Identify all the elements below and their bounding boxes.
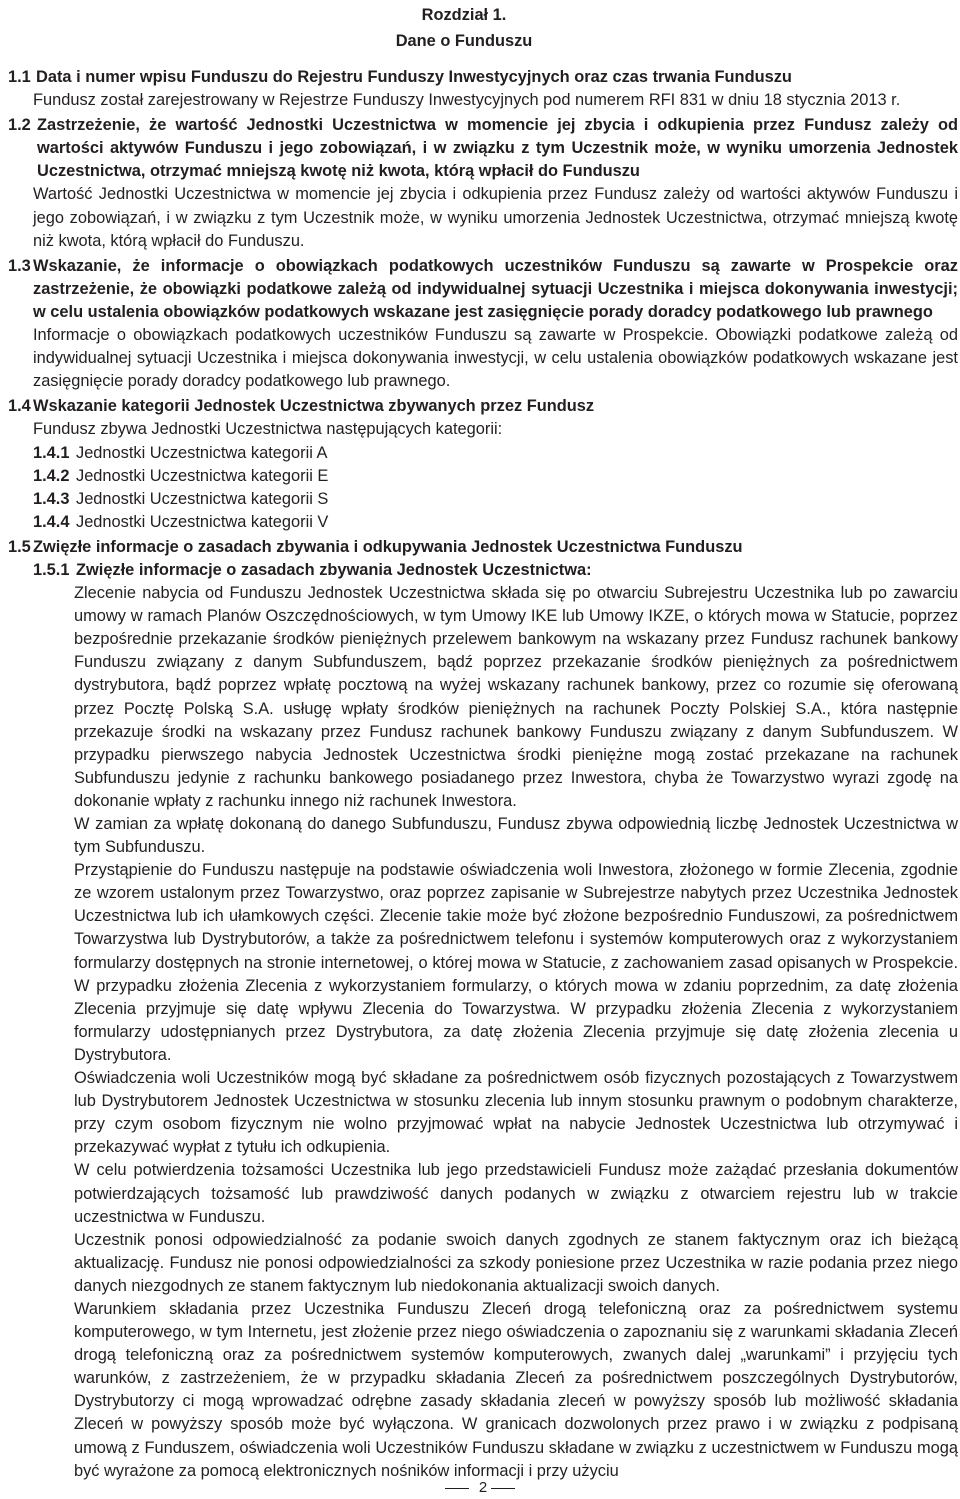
paragraph: Warunkiem składania przez Uczestnika Funduszu Zleceń drogą telefoniczną oraz za pośrednictwem systemu komputerowego, w tym Internetu, jest złożenie przez niego oświadczenia o zapoznaniu się z warunkami składania Zleceń drogą telefoniczną oraz za pośrednictwem systemów komputerowych, zwanych dalej „warunkami” i przyjęciu tych warunków, z zastrzeżeniem, że w przypadku składania Zleceń za pośrednictwem poszczególnych Dystrybutorów, Dystrybutorzy ci mogą wprowadzać odrębne zasady składania zleceń w powyższy sposób lub możliwość składania Zleceń w powyższy sposób może być wyłączona. W granicach dozwolonych przez prawo i w związku z podpisaną umową z Funduszem, oświadczenia woli Uczestników Funduszu składane w związku z uczestnictwem w Funduszu mogą być wyrażone za pomocą elektronicznych nośników informacji i przy użyciu xyxy=(74,1299,958,1480)
section-title: Zastrzeżenie, że wartość Jednostki Uczestnictwa w momencie jej zbycia i odkupienia przez Fundusz zależy od wartości aktywów Funduszu i jego zobowiązań, i w związku z tym Uczestnik może, w wyniku umorzenia Jednostek Uczestnictwa, otrzymać mniejszą kwotę niż kwota, którą wpłacił do Funduszu xyxy=(37,116,958,181)
section-1-5 xyxy=(8,536,958,1483)
list-item xyxy=(8,511,958,534)
section-heading xyxy=(8,66,958,89)
list-item xyxy=(8,488,958,511)
section-number: 1.4 xyxy=(8,397,31,416)
item-text: Jednostki Uczestnictwa kategorii A xyxy=(76,443,328,462)
section-number: 1.2 xyxy=(8,116,31,135)
page-number: 2 xyxy=(478,1479,488,1496)
paragraph: Przystąpienie do Funduszu następuje na podstawie oświadczenia woli Inwestora, złożonego w formie Zlecenia, zgodnie ze wzorem ustalonym przez Towarzystwo, oraz poprzez zapisanie w Subrejestrze nabytych przez Uczestnika Jednostek Uczestnictwa lub ich ułamkowych części. Zlecenie takie może być złożone bezpośrednio Funduszowi, za pośrednictwem Towarzystwa lub Dystrybutorów, a także za pośrednictwem telefonu i systemów komputerowych oraz z wykorzystaniem formularzy dostępnych na stronie internetowej, o której mowa w Statucie, z zachowaniem zasad opisanych w Prospekcie. W przypadku złożenia Zlecenia z wykorzystaniem formularzy, o których mowa w zdaniu poprzednim, za datę złożenia Zlecenia przyjmuje się datę wpływu Zlecenia do Towarzystwa. W przypadku złożenia Zlecenia z wykorzystaniem formularzy udostępnianych przez Dystrybutora, za datę złożenia Zlecenia przyjmuje się datę złożenia zlecenia u Dystrybutora. xyxy=(74,861,958,1064)
section-1-3 xyxy=(8,255,958,394)
section-intro: Fundusz zbywa Jednostki Uczestnictwa następujących kategorii: xyxy=(33,420,503,439)
chapter-number: Rozdział 1. xyxy=(421,6,507,24)
section-heading xyxy=(8,395,958,418)
chapter-heading xyxy=(0,4,958,52)
footer-dash xyxy=(445,1488,469,1489)
item-number: 1.4.1 xyxy=(33,443,70,462)
section-title: Wskazanie, że informacje o obowiązkach podatkowych uczestników Funduszu są zawarte w Prospekcie oraz zastrzeżenie, że obowiązki podatkowe zależą od indywidualnej sytuacji Uczestnika i miejsca dokonywania inwestycji; w celu ustalenia obowiązków podatkowych wskazane jest zasięgnięcie porady doradcy podatkowego lub prawnego xyxy=(33,256,958,321)
section-1-4 xyxy=(8,395,958,534)
section-title: Wskazanie kategorii Jednostek Uczestnictwa zbywanych przez Fundusz xyxy=(33,397,595,416)
section-1-1 xyxy=(8,66,958,112)
page-footer xyxy=(0,1476,960,1499)
chapter-title: Dane o Funduszu xyxy=(395,32,533,50)
item-number: 1.4.2 xyxy=(33,466,70,485)
list-item xyxy=(8,465,958,488)
section-heading xyxy=(8,255,958,324)
footer-dash xyxy=(491,1488,515,1489)
section-title: Data i numer wpisu Funduszu do Rejestru Funduszy Inwestycyjnych oraz czas trwania Funduszu xyxy=(36,68,792,86)
paragraph: W zamian za wpłatę dokonaną do danego Subfunduszu, Fundusz zbywa odpowiednią liczbę Jednostek Uczestnictwa w tym Subfunduszu. xyxy=(74,815,958,857)
document-page xyxy=(8,4,958,1483)
section-number: 1.5 xyxy=(8,537,31,556)
subsection-number: 1.5.1 xyxy=(33,560,70,579)
paragraph: W celu potwierdzenia tożsamości Uczestnika lub jego przedstawicieli Fundusz może zażądać przesłania dokumentów potwierdzających tożsamość lub prawdziwość danych podanych w związku z otwarciem rejestru lub w trakcie uczestnictwa w Funduszu. xyxy=(74,1161,958,1226)
section-title: Zwięzłe informacje o zasadach zbywania i odkupywania Jednostek Uczestnictwa Funduszu xyxy=(33,537,743,556)
section-number: 1.1 xyxy=(8,68,31,86)
item-number: 1.4.4 xyxy=(33,512,70,531)
item-number: 1.4.3 xyxy=(33,489,70,508)
section-body: Fundusz został zarejestrowany w Rejestrze Funduszy Inwestycyjnych pod numerem RFI 831 w dniu 18 stycznia 2013 r. xyxy=(33,91,901,110)
section-body: Informacje o obowiązkach podatkowych uczestników Funduszu są zawarte w Prospekcie. Obowiązki podatkowe zależą od indywidualnej sytuacji Uczestnika i miejsca dokonywania inwestycji, w celu ustalenia obowiązków podatkowych wskazane jest zasięgnięcie porady doradcy podatkowego lub prawnego. xyxy=(33,326,958,391)
section-heading xyxy=(8,536,958,559)
subsection-title: Zwięzłe informacje o zasadach zbywania Jednostek Uczestnictwa: xyxy=(76,560,592,579)
list-item xyxy=(8,442,958,465)
item-text: Jednostki Uczestnictwa kategorii V xyxy=(76,512,329,531)
paragraph: Oświadczenia woli Uczestników mogą być składane za pośrednictwem osób fizycznych pozostających z Towarzystwem lub Dystrybutorem Jednostek Uczestnictwa w stosunku zlecenia lub innym stosunku prawnym o podobnym charakterze, przy czym osobom fizycznym nie wolno przyjmować wpłat na nabycie Jednostek Uczestnictwa lub otrzymywać i przekazywać wypłat z tytułu ich odkupienia. xyxy=(74,1069,958,1157)
item-text: Jednostki Uczestnictwa kategorii E xyxy=(76,466,329,485)
subsection-heading xyxy=(8,559,958,582)
paragraph: Uczestnik ponosi odpowiedzialność za podanie swoich danych zgodnych ze stanem faktycznym oraz ich bieżącą aktualizację. Fundusz nie ponosi odpowiedzialności za szkody poniesione przez Uczestnika w razie podania przez niego danych niezgodnych ze stanem faktycznym lub niedokonania aktualizacji swoich danych. xyxy=(74,1230,958,1295)
section-number: 1.3 xyxy=(8,256,31,275)
item-text: Jednostki Uczestnictwa kategorii S xyxy=(76,489,329,508)
section-1-2 xyxy=(8,114,958,253)
section-body: Wartość Jednostki Uczestnictwa w momencie jej zbycia i odkupienia przez Fundusz zależy od wartości aktywów Funduszu i jego zobowiązań, i w związku z tym Uczestnik może, w wyniku umorzenia Jednostek Uczestnictwa, otrzymać mniejszą kwotę niż kwota, którą wpłacił do Funduszu. xyxy=(33,185,958,250)
paragraph: Zlecenie nabycia od Funduszu Jednostek Uczestnictwa składa się po otwarciu Subrejestru Uczestnika lub po zawarciu umowy w ramach Planów Oszczędnościowych, w tym Umowy IKE lub Umowy IKZE, o których mowa w Statucie, poprzez bezpośrednie przekazanie środków pieniężnych przelewem bankowym na wskazany przez Fundusz rachunek bankowy Funduszu związany z danym Subfunduszem, bądź poprzez przekazanie środków pieniężnych za pośrednictwem dystrybutora, bądź poprzez wpłatę pocztową na wyżej wskazany rachunek bankowy, przez co rozumie się oferowaną przez Pocztę Polską S.A. usługę wpłaty środków pieniężnych na rachunek Poczty Polskiej S.A., która następnie przekazuje środki na wskazany przez Fundusz rachunek bankowy Funduszu związany z danym Subfunduszem. W przypadku pierwszego nabycia Jednostek Uczestnictwa środki pieniężne mogą zostać przekazane na rachunek Subfunduszu jedynie z rachunku bankowego posiadanego przez Inwestora, chyba że Towarzystwo wyrazi zgodę na dokonanie wpłaty z rachunku innego niż rachunek Inwestora. xyxy=(74,584,958,810)
section-heading xyxy=(8,114,958,183)
